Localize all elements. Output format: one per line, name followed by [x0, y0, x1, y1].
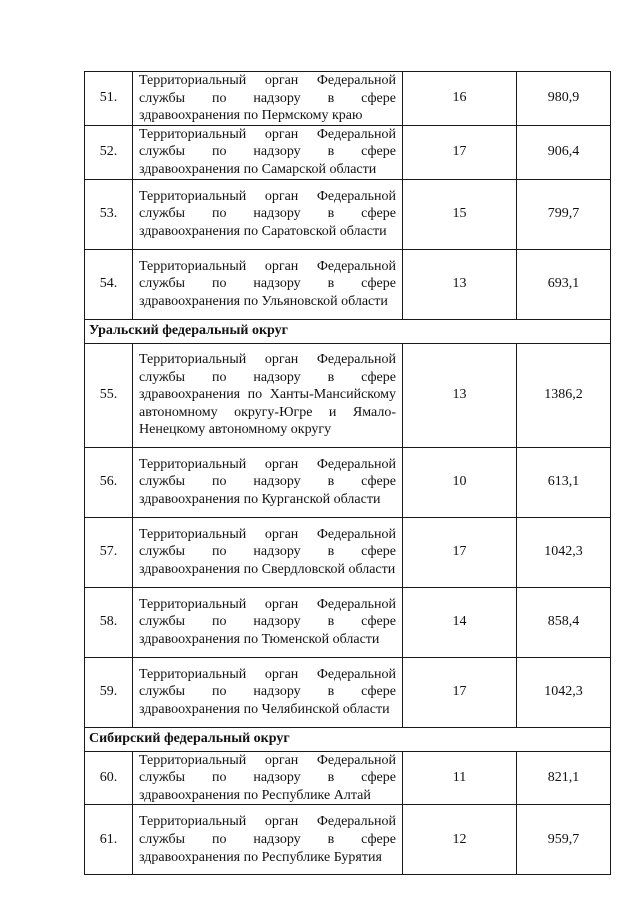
amount-value: 1042,3 [517, 657, 611, 727]
table-row [85, 657, 611, 727]
table-row [85, 587, 611, 657]
organization-name: Территориальный орган Федеральной службы по надзору в сфере здравоохранения по Тюменской области [133, 587, 403, 657]
amount-value: 959,7 [517, 805, 611, 875]
amount-value: 821,1 [517, 751, 611, 805]
row-number: 54. [85, 249, 133, 319]
organization-name: Территориальный орган Федеральной службы по надзору в сфере здравоохранения по Челябинской области [133, 657, 403, 727]
table-row [85, 125, 611, 179]
row-number: 59. [85, 657, 133, 727]
organization-name: Территориальный орган Федеральной службы по надзору в сфере здравоохранения по Ханты-Мансийскому автономному округу-Югре и Ямало-Ненецкому автономному округу [133, 343, 403, 447]
organization-name: Территориальный орган Федеральной службы по надзору в сфере здравоохранения по Самарской области [133, 125, 403, 179]
count-value: 14 [403, 587, 517, 657]
organization-name: Территориальный орган Федеральной службы по надзору в сфере здравоохранения по Курганской области [133, 447, 403, 517]
table-row [85, 343, 611, 447]
row-number: 52. [85, 125, 133, 179]
amount-value: 980,9 [517, 72, 611, 126]
organization-name: Территориальный орган Федеральной службы по надзору в сфере здравоохранения по Республике Бурятия [133, 805, 403, 875]
table-row [85, 751, 611, 805]
count-value: 15 [403, 179, 517, 249]
amount-value: 858,4 [517, 587, 611, 657]
row-number: 56. [85, 447, 133, 517]
count-value: 17 [403, 125, 517, 179]
section-title: Уральский федеральный округ [85, 319, 611, 343]
count-value: 13 [403, 343, 517, 447]
table-row [85, 517, 611, 587]
count-value: 12 [403, 805, 517, 875]
table-row [85, 447, 611, 517]
amount-value: 1042,3 [517, 517, 611, 587]
section-header-row [85, 319, 611, 343]
amount-value: 906,4 [517, 125, 611, 179]
row-number: 55. [85, 343, 133, 447]
count-value: 10 [403, 447, 517, 517]
row-number: 60. [85, 751, 133, 805]
row-number: 61. [85, 805, 133, 875]
count-value: 11 [403, 751, 517, 805]
organization-name: Территориальный орган Федеральной службы по надзору в сфере здравоохранения по Свердловской области [133, 517, 403, 587]
table-row [85, 179, 611, 249]
section-header-row [85, 727, 611, 751]
organization-name: Территориальный орган Федеральной службы по надзору в сфере здравоохранения по Пермскому краю [133, 72, 403, 126]
organization-name: Территориальный орган Федеральной службы по надзору в сфере здравоохранения по Республике Алтай [133, 751, 403, 805]
table-row [85, 249, 611, 319]
amount-value: 799,7 [517, 179, 611, 249]
table-body [85, 72, 611, 875]
row-number: 51. [85, 72, 133, 126]
count-value: 16 [403, 72, 517, 126]
count-value: 17 [403, 657, 517, 727]
row-number: 57. [85, 517, 133, 587]
organization-name: Территориальный орган Федеральной службы по надзору в сфере здравоохранения по Ульяновской области [133, 249, 403, 319]
amount-value: 693,1 [517, 249, 611, 319]
amount-value: 613,1 [517, 447, 611, 517]
table-row [85, 72, 611, 126]
organization-name: Территориальный орган Федеральной службы по надзору в сфере здравоохранения по Саратовской области [133, 179, 403, 249]
document-table [84, 71, 611, 875]
row-number: 53. [85, 179, 133, 249]
section-title: Сибирский федеральный округ [85, 727, 611, 751]
row-number: 58. [85, 587, 133, 657]
count-value: 13 [403, 249, 517, 319]
table-row [85, 805, 611, 875]
count-value: 17 [403, 517, 517, 587]
amount-value: 1386,2 [517, 343, 611, 447]
